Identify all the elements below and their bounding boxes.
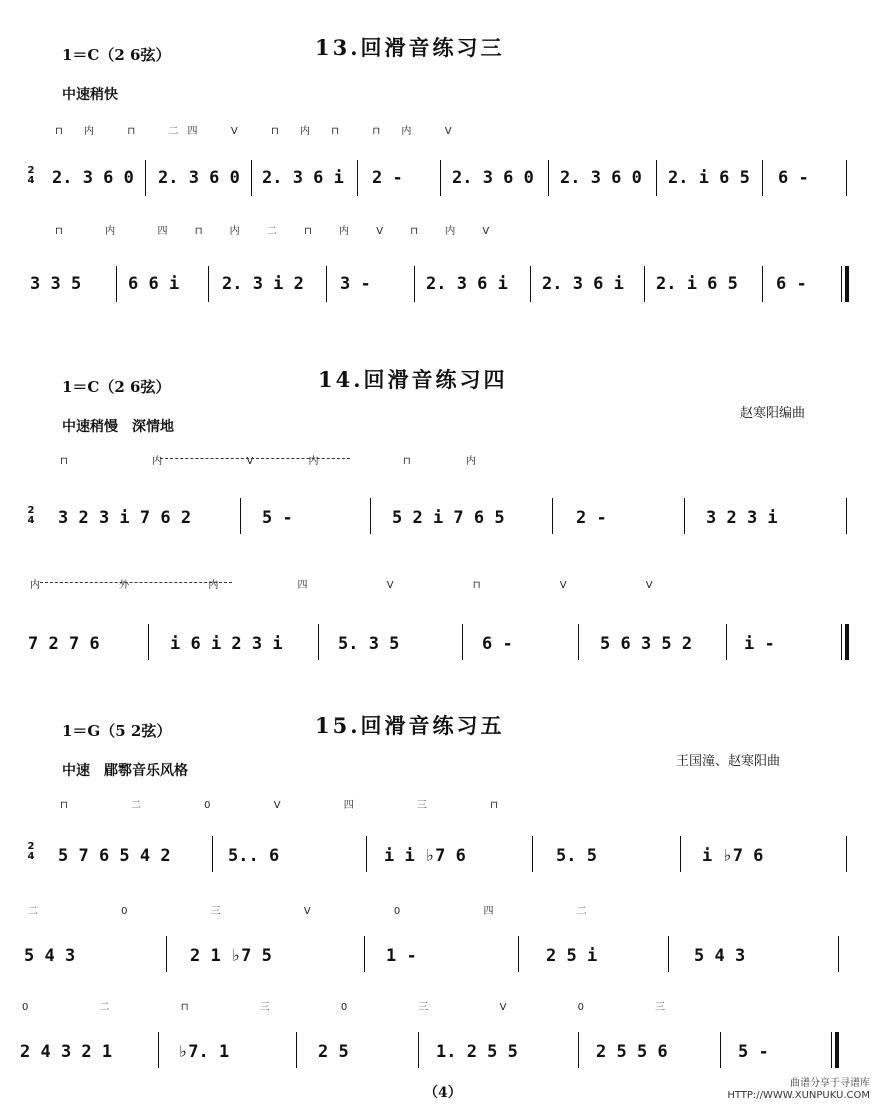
barline xyxy=(116,266,117,302)
bowing-marks: 二 0 三 V 0 四 二 xyxy=(28,906,627,917)
barline xyxy=(370,498,371,534)
measure: i - xyxy=(744,634,775,654)
measure: 2. 3 i 2 xyxy=(222,274,304,294)
barline xyxy=(158,1032,159,1068)
final-barline xyxy=(845,266,849,302)
measure: 5 4 3 xyxy=(24,946,76,966)
measure: 2 5 5 6 xyxy=(596,1042,668,1062)
barline xyxy=(668,936,669,972)
barline xyxy=(208,266,209,302)
measure: 2 1 ♭7 5 xyxy=(190,946,272,966)
barline xyxy=(838,936,839,972)
barline xyxy=(841,624,842,660)
barline xyxy=(552,498,553,534)
measure: 2 4 3 2 1 xyxy=(20,1042,113,1062)
barline xyxy=(831,1032,832,1068)
section-13-row-2 xyxy=(0,218,880,308)
time-signature: 2 4 xyxy=(27,841,35,862)
section-15-key: 1＝G（5 2弦） xyxy=(62,722,172,740)
barline xyxy=(656,160,657,196)
measure: 3 3 5 xyxy=(30,274,82,294)
barline xyxy=(846,498,847,534)
section-13-tempo: 中速稍快 xyxy=(62,87,118,103)
barline xyxy=(462,624,463,660)
measure: ♭7. 1 xyxy=(178,1042,230,1062)
measure: 7 2 7 6 xyxy=(28,634,100,654)
measure: i 6 i 2 3 i xyxy=(170,634,283,654)
measure: 5.. 6 xyxy=(228,846,280,866)
section-15-row-3 xyxy=(0,992,880,1082)
barline xyxy=(532,836,533,872)
measure: 2. i 6 5 xyxy=(656,274,738,294)
measure: 1 - xyxy=(386,946,417,966)
barline xyxy=(530,266,531,302)
barline xyxy=(318,624,319,660)
measure: 6 6 i xyxy=(128,274,180,294)
bowing-marks: ⊓ 内 四 ⊓ 内 二 ⊓ 内 V ⊓ 内 V xyxy=(55,226,502,237)
bowing-marks: 0 二 ⊓ 三 0 三 V 0 三 xyxy=(22,1002,700,1013)
barline xyxy=(296,1032,297,1068)
section-13-key: 1＝C（2 6弦） xyxy=(62,46,171,64)
barline xyxy=(148,624,149,660)
barline xyxy=(418,1032,419,1068)
measure: 2. 3 6 0 xyxy=(560,168,642,188)
measure: 2 5 i xyxy=(546,946,598,966)
measure: i ♭7 6 xyxy=(702,846,764,866)
barline xyxy=(145,160,146,196)
measure: 3 - xyxy=(340,274,371,294)
barline xyxy=(841,266,842,302)
measure: 5 7 6 5 4 2 xyxy=(58,846,171,866)
section-15-composer: 王国潼、赵寒阳曲 xyxy=(676,754,781,769)
final-barline xyxy=(845,624,849,660)
watermark-url: HTTP://WWW.XUNPUKU.COM xyxy=(727,1090,870,1101)
page-number: （4） xyxy=(424,1085,462,1101)
section-15-tempo: 中速 郿鄠音乐风格 xyxy=(62,763,188,779)
barline xyxy=(518,936,519,972)
barline xyxy=(762,160,763,196)
barline xyxy=(326,266,327,302)
section-13-row-1 xyxy=(0,118,880,208)
section-14-key: 1＝C（2 6弦） xyxy=(62,378,171,396)
barline xyxy=(720,1032,721,1068)
barline xyxy=(846,160,847,196)
measure: 5 - xyxy=(738,1042,769,1062)
barline xyxy=(166,936,167,972)
barline xyxy=(578,1032,579,1068)
barline xyxy=(762,266,763,302)
measure: 2. 3 6 0 xyxy=(452,168,534,188)
section-14-row-2 xyxy=(0,570,880,660)
measure: 5. 5 xyxy=(556,846,597,866)
barline xyxy=(240,498,241,534)
barline xyxy=(414,266,415,302)
glissando-line xyxy=(40,582,232,583)
measure: 2 - xyxy=(576,508,607,528)
barline xyxy=(644,266,645,302)
bowing-marks: ⊓ 二 0 V 四 三 ⊓ xyxy=(60,800,528,811)
measure: i i ♭7 6 xyxy=(384,846,466,866)
time-signature: 2 4 xyxy=(27,165,35,186)
barline xyxy=(366,836,367,872)
measure: 5. 3 5 xyxy=(338,634,400,654)
watermark-site-name: 曲谱分享于寻谱库 xyxy=(790,1078,870,1089)
section-15-row-2 xyxy=(0,896,880,986)
measure: 6 - xyxy=(482,634,513,654)
measure: 2. i 6 5 xyxy=(668,168,750,188)
measure: 5 2 i 7 6 5 xyxy=(392,508,505,528)
measure: 2. 3 6 i xyxy=(262,168,344,188)
barline xyxy=(251,160,252,196)
measure: 5 6 3 5 2 xyxy=(600,634,693,654)
section-14-row-1 xyxy=(0,446,880,536)
barline xyxy=(680,836,681,872)
watermark xyxy=(660,1078,870,1102)
glissando-line xyxy=(160,458,350,459)
section-14-composer: 赵寒阳编曲 xyxy=(740,406,806,421)
measure: 2 - xyxy=(372,168,403,188)
measure: 2. 3 6 i xyxy=(542,274,624,294)
measure: 5 - xyxy=(262,508,293,528)
barline xyxy=(440,160,441,196)
section-15-title: 15.回滑音练习五 xyxy=(315,713,505,738)
barline xyxy=(846,836,847,872)
section-14-title: 14.回滑音练习四 xyxy=(318,367,508,392)
measure: 2 5 xyxy=(318,1042,349,1062)
section-14-tempo: 中速稍慢 深情地 xyxy=(62,419,174,435)
barline xyxy=(726,624,727,660)
barline xyxy=(684,498,685,534)
measure: 3 2 3 i xyxy=(706,508,778,528)
final-barline xyxy=(835,1032,839,1068)
barline xyxy=(548,160,549,196)
measure: 6 - xyxy=(776,274,807,294)
measure: 2. 3 6 0 xyxy=(52,168,134,188)
barline xyxy=(578,624,579,660)
measure: 2. 3 6 0 xyxy=(158,168,240,188)
barline xyxy=(212,836,213,872)
measure: 5 4 3 xyxy=(694,946,746,966)
barline xyxy=(357,160,358,196)
bowing-marks: ⊓ 内 ⊓ 二四 V ⊓ 内 ⊓ ⊓ 内 V xyxy=(55,126,461,137)
barline xyxy=(364,936,365,972)
bowing-marks: 内 外 内 四 V ⊓ V V xyxy=(30,580,691,591)
section-15-row-1 xyxy=(0,790,880,880)
section-13-title: 13.回滑音练习三 xyxy=(315,35,505,60)
measure: 3 2 3 i 7 6 2 xyxy=(58,508,192,528)
bowing-marks: ⊓ 内 V 内 ⊓ 内 xyxy=(60,456,502,467)
measure: 6 - xyxy=(778,168,809,188)
measure: 1. 2 5 5 xyxy=(436,1042,518,1062)
time-signature: 2 4 xyxy=(27,505,35,526)
measure: 2. 3 6 i xyxy=(426,274,508,294)
